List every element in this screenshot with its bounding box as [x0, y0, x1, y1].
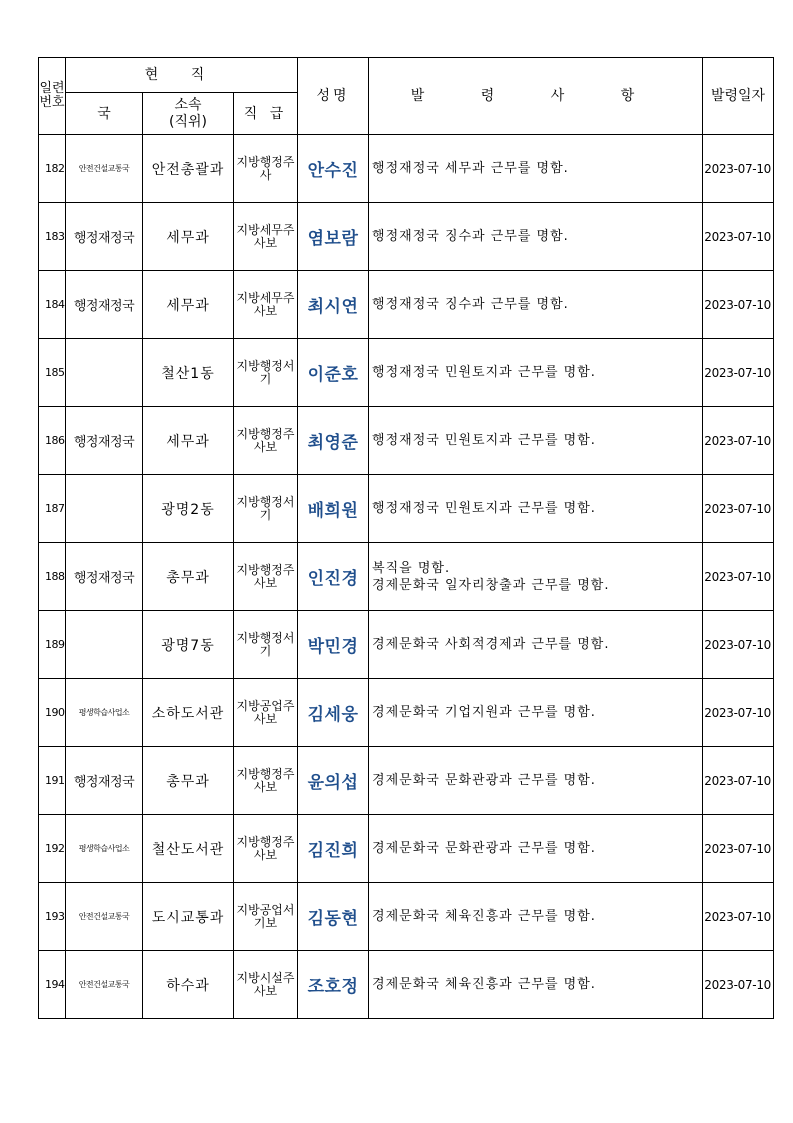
header-appointment: 발 령 사 항: [369, 58, 703, 135]
row-affiliation: 하수과: [143, 951, 234, 1019]
row-affiliation: 소하도서관: [143, 679, 234, 747]
header-serial-text: 일련번호: [39, 81, 65, 110]
row-number: 193: [39, 883, 66, 951]
row-grade: 지방행정서기: [234, 475, 298, 543]
row-number: 183: [39, 203, 66, 271]
appointment-line: 경제문화국 기업지원과 근무를 명함.: [372, 705, 596, 720]
appointment-line: 행정재정국 세무과 근무를 명함.: [372, 161, 569, 176]
row-name: 최시연: [298, 271, 369, 339]
row-bureau: 안전건설교통국: [66, 883, 143, 951]
row-date: 2023-07-10: [703, 339, 774, 407]
appointment-line: 경제문화국 체육진흥과 근무를 명함.: [372, 977, 596, 992]
header-affiliation: 소속 (직위): [143, 93, 234, 135]
row-name: 배희원: [298, 475, 369, 543]
row-name: 인진경: [298, 543, 369, 611]
table-row: [39, 747, 774, 815]
row-date: 2023-07-10: [703, 747, 774, 815]
table-row: [39, 407, 774, 475]
table-row: [39, 475, 774, 543]
row-number: 194: [39, 951, 66, 1019]
row-date: 2023-07-10: [703, 543, 774, 611]
row-name: 박민경: [298, 611, 369, 679]
row-bureau: 행정재정국: [66, 271, 143, 339]
row-appointment: [369, 271, 703, 339]
row-number: 185: [39, 339, 66, 407]
header-current-position: 현 직: [66, 58, 298, 93]
row-name: 안수진: [298, 135, 369, 203]
table-row: [39, 203, 774, 271]
appointment-line-2: 경제문화국 일자리창출과 근무를 명함.: [372, 577, 610, 593]
row-number: 189: [39, 611, 66, 679]
row-grade: 지방공업주사보: [234, 679, 298, 747]
appointment-line: 행정재정국 민원토지과 근무를 명함.: [372, 365, 596, 380]
header-date: 발령일자: [703, 58, 774, 135]
row-grade: 지방세무주사보: [234, 271, 298, 339]
row-affiliation: 총무과: [143, 543, 234, 611]
row-date: 2023-07-10: [703, 679, 774, 747]
row-appointment: [369, 679, 703, 747]
row-grade: 지방행정서기: [234, 611, 298, 679]
row-date: 2023-07-10: [703, 815, 774, 883]
row-date: 2023-07-10: [703, 951, 774, 1019]
row-bureau: [66, 339, 143, 407]
row-appointment: [369, 135, 703, 203]
appointment-line: 행정재정국 징수과 근무를 명함.: [372, 297, 569, 312]
row-appointment: [369, 203, 703, 271]
row-name: 김진희: [298, 815, 369, 883]
row-bureau: 행정재정국: [66, 407, 143, 475]
row-name: 최영준: [298, 407, 369, 475]
header-serial: [39, 58, 66, 135]
table-row: [39, 883, 774, 951]
table-row: [39, 271, 774, 339]
row-appointment: [369, 407, 703, 475]
personnel-table: [38, 57, 774, 1019]
row-affiliation: 도시교통과: [143, 883, 234, 951]
row-affiliation: 세무과: [143, 203, 234, 271]
row-grade: 지방시설주사보: [234, 951, 298, 1019]
table-row: [39, 543, 774, 611]
row-bureau: [66, 475, 143, 543]
appointment-line: 복직을 명함.: [372, 560, 451, 576]
appointment-line: 경제문화국 체육진흥과 근무를 명함.: [372, 909, 596, 924]
row-name: 염보람: [298, 203, 369, 271]
table-row: [39, 339, 774, 407]
appointment-line: 경제문화국 문화관광과 근무를 명함.: [372, 773, 596, 788]
row-affiliation: 안전총괄과: [143, 135, 234, 203]
row-affiliation: 광명2동: [143, 475, 234, 543]
row-number: 187: [39, 475, 66, 543]
row-bureau: 행정재정국: [66, 543, 143, 611]
row-date: 2023-07-10: [703, 475, 774, 543]
row-grade: 지방행정주사: [234, 135, 298, 203]
row-grade: 지방행정주사보: [234, 815, 298, 883]
row-number: 190: [39, 679, 66, 747]
appointment-line: 경제문화국 문화관광과 근무를 명함.: [372, 841, 596, 856]
row-appointment: [369, 475, 703, 543]
row-name: 김세웅: [298, 679, 369, 747]
row-bureau: 안전건설교통국: [66, 951, 143, 1019]
table-row: [39, 611, 774, 679]
row-number: 188: [39, 543, 66, 611]
row-bureau: 평생학습사업소: [66, 679, 143, 747]
table-row: [39, 135, 774, 203]
row-date: 2023-07-10: [703, 611, 774, 679]
row-affiliation: 세무과: [143, 271, 234, 339]
row-bureau: 안전건설교통국: [66, 135, 143, 203]
row-date: 2023-07-10: [703, 203, 774, 271]
row-name: 윤의섭: [298, 747, 369, 815]
row-appointment: [369, 747, 703, 815]
appointment-line: 행정재정국 징수과 근무를 명함.: [372, 229, 569, 244]
row-grade: 지방행정주사보: [234, 407, 298, 475]
row-affiliation: 철산도서관: [143, 815, 234, 883]
row-appointment: [369, 611, 703, 679]
row-name: 이준호: [298, 339, 369, 407]
row-bureau: 행정재정국: [66, 203, 143, 271]
table-row: [39, 679, 774, 747]
row-grade: 지방행정주사보: [234, 543, 298, 611]
row-appointment: [369, 339, 703, 407]
appointment-line: 행정재정국 민원토지과 근무를 명함.: [372, 433, 596, 448]
row-bureau: 평생학습사업소: [66, 815, 143, 883]
row-grade: 지방행정서기: [234, 339, 298, 407]
row-grade: 지방공업서기보: [234, 883, 298, 951]
row-date: 2023-07-10: [703, 135, 774, 203]
row-grade: 지방세무주사보: [234, 203, 298, 271]
row-affiliation: 철산1동: [143, 339, 234, 407]
row-bureau: [66, 611, 143, 679]
row-appointment: [369, 951, 703, 1019]
row-number: 192: [39, 815, 66, 883]
table-row: [39, 951, 774, 1019]
table-body: [39, 135, 774, 1019]
row-appointment: [369, 815, 703, 883]
row-number: 186: [39, 407, 66, 475]
row-appointment: [369, 543, 703, 611]
row-date: 2023-07-10: [703, 407, 774, 475]
header-grade: 직 급: [234, 93, 298, 135]
header-bureau: 국: [66, 93, 143, 135]
row-grade: 지방행정주사보: [234, 747, 298, 815]
row-appointment: [369, 883, 703, 951]
row-date: 2023-07-10: [703, 271, 774, 339]
row-number: 184: [39, 271, 66, 339]
row-date: 2023-07-10: [703, 883, 774, 951]
row-affiliation: 총무과: [143, 747, 234, 815]
header-name: 성명: [298, 58, 369, 135]
row-name: 조호정: [298, 951, 369, 1019]
row-affiliation: 광명7동: [143, 611, 234, 679]
row-number: 191: [39, 747, 66, 815]
row-bureau: 행정재정국: [66, 747, 143, 815]
table-row: [39, 815, 774, 883]
row-affiliation: 세무과: [143, 407, 234, 475]
row-name: 김동현: [298, 883, 369, 951]
row-number: 182: [39, 135, 66, 203]
appointment-line: 행정재정국 민원토지과 근무를 명함.: [372, 501, 596, 516]
appointment-line: 경제문화국 사회적경제과 근무를 명함.: [372, 637, 610, 652]
